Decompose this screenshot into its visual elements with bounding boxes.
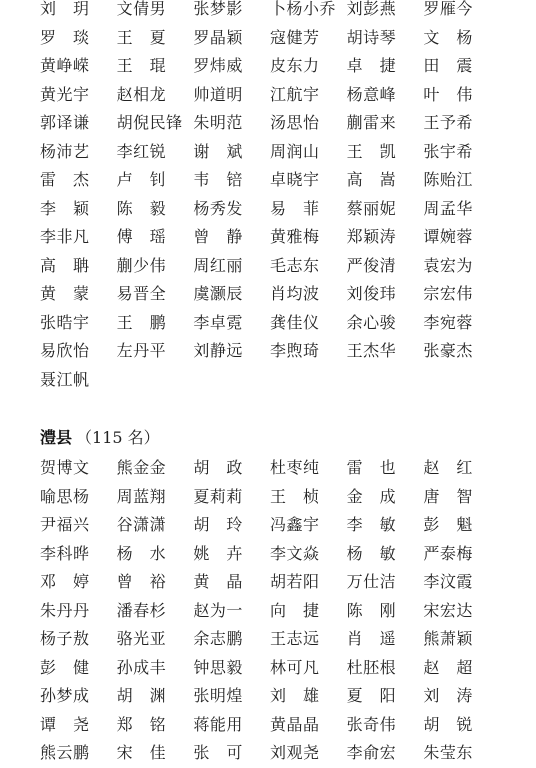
- list-item: 张晧宇: [40, 312, 90, 332]
- list-item: 彭 健: [40, 657, 90, 677]
- name-grid-lixian: [40, 454, 500, 768]
- list-item: 胡 玲: [193, 515, 243, 534]
- list-item: 寇健芳: [269, 27, 320, 47]
- list-item: 蒋能用: [193, 714, 243, 734]
- list-item: 蔡丽妮: [346, 198, 397, 218]
- list-item: 李煦琦: [269, 341, 320, 360]
- list-item: 韦 锫: [193, 170, 243, 189]
- list-item: 赵相龙: [116, 84, 167, 104]
- list-item: 王 桢: [269, 486, 320, 506]
- list-item: 黄峥嵘: [40, 56, 90, 75]
- list-item: 孙梦成: [40, 686, 90, 705]
- list-item: 彭 魁: [423, 515, 473, 534]
- list-item: 李红锐: [116, 141, 167, 161]
- list-item: 郑 铭: [116, 714, 167, 734]
- section-title: 澧县: [40, 428, 73, 447]
- list-item: 李文焱: [269, 543, 320, 563]
- list-item: 卓 捷: [346, 56, 397, 75]
- list-item: 高 嵩: [346, 170, 397, 189]
- list-item: 刘静远: [193, 341, 243, 360]
- list-item: 李科晔: [40, 543, 90, 563]
- list-item: 张豪杰: [423, 341, 473, 360]
- list-item: 王杰华: [346, 341, 397, 360]
- list-item: 黄晶晶: [269, 714, 320, 734]
- list-item: 王 凯: [346, 141, 397, 161]
- list-item: 高 聃: [40, 255, 90, 275]
- list-item: 杨 敏: [346, 543, 397, 563]
- section-heading-lixian: [40, 426, 160, 450]
- list-item: 姚 卉: [193, 543, 243, 563]
- list-item: 喻思杨: [40, 486, 90, 506]
- list-item: 李宛蓉: [423, 312, 473, 332]
- list-item: 周红丽: [193, 255, 243, 275]
- list-item: 唐 智: [423, 486, 473, 506]
- list-item: 严俊清: [346, 255, 397, 275]
- list-item: 张奇伟: [346, 714, 397, 734]
- list-item: 谷潇潇: [116, 515, 167, 534]
- list-item: 易晋全: [116, 284, 167, 303]
- list-item: 朱丹丹: [40, 600, 90, 620]
- list-item: 刘俊玮: [346, 284, 397, 303]
- list-item: 谭婉蓉: [423, 227, 473, 246]
- list-item: 冯鑫宇: [269, 515, 320, 534]
- list-item: 虞灏辰: [193, 284, 243, 303]
- list-item: 卢 钊: [116, 170, 167, 189]
- list-item: 易欣怡: [40, 341, 90, 360]
- list-item: 黄光宇: [40, 84, 90, 104]
- list-item: 万仕洁: [346, 572, 397, 591]
- list-item: 林可凡: [269, 657, 320, 677]
- list-item: 曾 裕: [116, 572, 167, 591]
- list-item: 郑颖涛: [346, 227, 397, 246]
- list-item: 王 琨: [116, 56, 167, 75]
- list-item: 胡若阳: [269, 572, 320, 591]
- list-item: 余心骏: [346, 312, 397, 332]
- list-item: 李汶霞: [423, 572, 473, 591]
- list-item: 卓晓宇: [269, 170, 320, 189]
- list-item: 袁宏为: [423, 255, 473, 275]
- list-item: 杨 水: [116, 543, 167, 563]
- list-item: 罗炜威: [193, 56, 243, 75]
- list-item: 罗晶颖: [193, 27, 243, 47]
- list-item: 胡 锐: [423, 714, 473, 734]
- list-item: 赵 红: [423, 458, 473, 477]
- list-item: 刘 玥: [40, 0, 90, 18]
- list-item: 谭 尧: [40, 714, 90, 734]
- list-item: 贺博文: [40, 458, 90, 477]
- list-item: 雷 也: [346, 458, 397, 477]
- list-item: 雷 杰: [40, 170, 90, 189]
- list-item: 严泰梅: [423, 543, 473, 563]
- list-item: 孙成丰: [116, 657, 167, 677]
- list-item: 潘春杉: [116, 600, 167, 620]
- list-item: 周孟华: [423, 198, 473, 218]
- list-item: 傅 瑶: [116, 227, 167, 246]
- list-item: 张明煌: [193, 686, 243, 705]
- list-item: 尹福兴: [40, 515, 90, 534]
- list-item: 皮东力: [269, 56, 320, 75]
- list-item: 江航宇: [269, 84, 320, 104]
- list-item: 文倩男: [116, 0, 167, 18]
- list-item: 李 颖: [40, 198, 90, 218]
- list-item: 胡诗琴: [346, 27, 397, 47]
- list-item: 肖 遥: [346, 629, 397, 648]
- name-grid-previous-county: [40, 0, 500, 394]
- list-item: 朱明范: [193, 113, 243, 132]
- list-item: 田 震: [423, 56, 473, 75]
- list-item: 熊萧颖: [423, 629, 473, 648]
- list-item: 罗 琰: [40, 27, 90, 47]
- list-item: 张 可: [193, 743, 243, 762]
- list-item: 郭译谦: [40, 113, 90, 132]
- list-item: 张梦影: [193, 0, 243, 18]
- list-item: 宋 佳: [116, 743, 167, 762]
- list-item: 熊云鹏: [40, 743, 90, 762]
- list-item: 金 成: [346, 486, 397, 506]
- list-item: 周润山: [269, 141, 320, 161]
- list-item: 黄 蒙: [40, 284, 90, 303]
- list-item: 聂江帆: [40, 369, 90, 389]
- list-item: 龚佳仪: [269, 312, 320, 332]
- list-item: 赵为一: [193, 600, 243, 620]
- list-item: 刘 涛: [423, 686, 473, 705]
- list-item: 杨子敖: [40, 629, 90, 648]
- list-item: 朱莹东: [423, 743, 473, 762]
- list-item: 宗宏伟: [423, 284, 473, 303]
- list-item: 帅道明: [193, 84, 243, 104]
- list-item: 杜枣纯: [269, 458, 320, 477]
- list-item: 杜胚根: [346, 657, 397, 677]
- list-item: 叶 伟: [423, 84, 473, 104]
- list-item: 宋宏达: [423, 600, 473, 620]
- list-item: 邓 婷: [40, 572, 90, 591]
- list-item: 卜杨小乔: [269, 0, 336, 18]
- list-item: 夏莉莉: [193, 486, 243, 506]
- list-item: 黄雅梅: [269, 227, 320, 246]
- list-item: 肖均波: [269, 284, 320, 303]
- list-item: 毛志东: [269, 255, 320, 275]
- list-item: 刘彭燕: [346, 0, 397, 18]
- list-item: 李俞宏: [346, 743, 397, 762]
- list-item: 余志鹏: [193, 629, 243, 648]
- list-item: 罗雁今: [423, 0, 473, 18]
- list-item: 王 鹏: [116, 312, 167, 332]
- list-item: 谢 斌: [193, 141, 243, 161]
- list-item: 胡倪民锋: [116, 113, 183, 132]
- list-item: 王志远: [269, 629, 320, 648]
- list-item: 陈贻江: [423, 170, 473, 189]
- list-item: 周蓝翔: [116, 486, 167, 506]
- list-item: 夏 阳: [346, 686, 397, 705]
- list-item: 文 杨: [423, 27, 473, 47]
- list-item: 左丹平: [116, 341, 167, 360]
- list-item: 李 敏: [346, 515, 397, 534]
- list-item: 杨意峰: [346, 84, 397, 104]
- list-item: 李卓霓: [193, 312, 243, 332]
- list-item: 王 夏: [116, 27, 167, 47]
- list-item: 李非凡: [40, 227, 90, 246]
- list-item: 陈 毅: [116, 198, 167, 218]
- list-item: 熊金金: [116, 458, 167, 477]
- list-item: 杨沛艺: [40, 141, 90, 161]
- list-item: 张宇希: [423, 141, 473, 161]
- list-item: 刘观尧: [269, 743, 320, 762]
- list-item: 汤思怡: [269, 113, 320, 132]
- list-item: 胡 政: [193, 458, 243, 477]
- list-item: 骆光亚: [116, 629, 167, 648]
- list-item: 陈 刚: [346, 600, 397, 620]
- section-count: （115 名）: [76, 428, 160, 447]
- list-item: 王予希: [423, 113, 473, 132]
- list-item: 钟思毅: [193, 657, 243, 677]
- list-item: 杨秀发: [193, 198, 243, 218]
- list-item: 胡 渊: [116, 686, 167, 705]
- list-item: 易 菲: [269, 198, 320, 218]
- list-item: 蒯雷来: [346, 113, 397, 132]
- list-item: 蒯少伟: [116, 255, 167, 275]
- list-item: 曾 静: [193, 227, 243, 246]
- list-item: 赵 超: [423, 657, 473, 677]
- list-item: 向 捷: [269, 600, 320, 620]
- list-item: 刘 雄: [269, 686, 320, 705]
- list-item: 黄 晶: [193, 572, 243, 591]
